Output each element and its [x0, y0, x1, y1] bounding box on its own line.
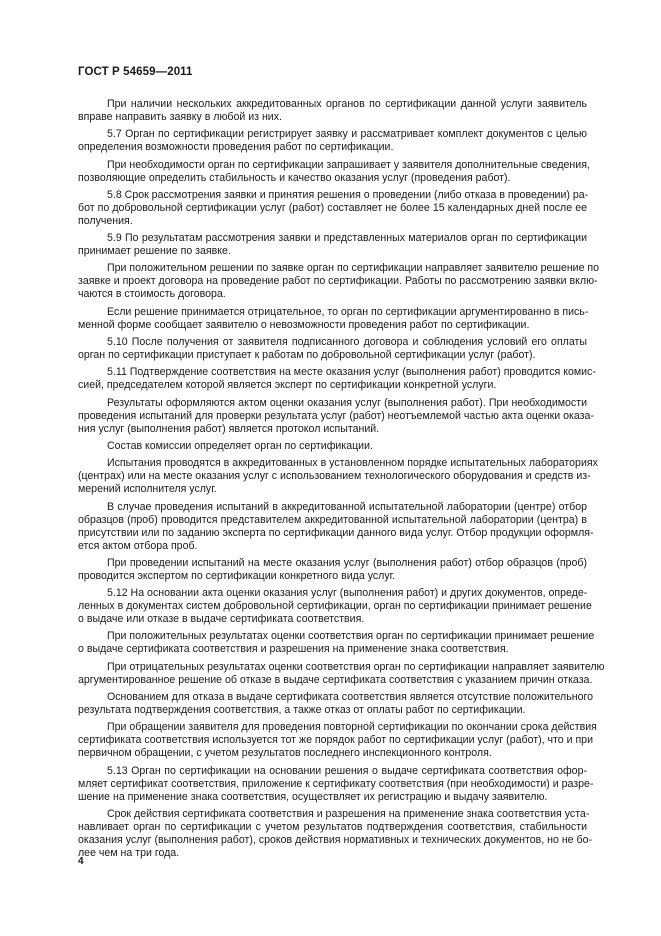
text-line: Результаты оформляются актом оценки оказания услуг (выполнения работ). При необходимости: [107, 396, 587, 409]
text-line: о выдаче или отказе в выдаче сертификата соответствия.: [78, 613, 365, 626]
page-number: 4: [78, 856, 84, 867]
text-line: вправе направить заявку в любой из них.: [78, 111, 282, 123]
text-line: 5.12 На основании акта оценки оказания услуг (выполнения работ) и других документов, опреде-: [107, 587, 588, 600]
paragraph: [78, 457, 598, 496]
text-line: Состав комиссии определяет орган по сертификации.: [107, 439, 373, 452]
paragraph: [78, 366, 596, 392]
paragraph: [78, 396, 594, 436]
document-header: ГОСТ Р 54659—2011: [78, 66, 193, 78]
text-line: навливает орган по сертификации с учетом результатов подтверждения соответствия, стабильности: [78, 820, 587, 833]
text-line: образцов (проб) проводится представителем аккредитованной испытательной лаборатории (центра) в: [78, 513, 587, 526]
paragraph: [78, 557, 587, 583]
paragraph: [78, 262, 600, 301]
text-line: лее чем на три года.: [78, 846, 180, 859]
text-line: При необходимости орган по сертификации запрашивает у заявителя дополнительные сведения,: [107, 158, 590, 171]
text-line: результата подтверждения соответствия, а также отказ от оплаты работ по сертификации.: [78, 704, 526, 717]
text-line: (центрах) или на месте оказания услуг с использованием технологического оборудования и средств из-: [78, 470, 591, 483]
paragraph: [78, 764, 594, 804]
text-line: При проведении испытаний на месте оказания услуг (выполнения работ) отбор образцов (проб): [107, 556, 587, 569]
text-line: 5.7 Орган по сертификации регистрирует заявку и рассматривает комплект документов с целью: [107, 128, 587, 141]
text-line: проведения испытаний для проверки результата услуг (работ) неотъемлемой частью акта оценки оказа-: [78, 409, 594, 422]
text-line: заявке и проект договора на проведение работ по сертификации. Работы по рассмотрению заявки вклю-: [78, 275, 598, 288]
text-line: шение на применение знака соответствия, осуществляет их регистрацию и выдачу заявителю.: [78, 790, 548, 803]
paragraph: [78, 306, 587, 332]
paragraph: [78, 630, 595, 656]
paragraph: [78, 660, 605, 687]
text-line: При отрицательных результатах оценки соответствия орган по сертификации направляет заявителю: [107, 660, 605, 673]
text-line: первичном обращении, с учетом результатов последнего инспекционного контроля.: [78, 747, 492, 760]
paragraph: [78, 587, 592, 626]
paragraph: [78, 721, 597, 760]
text-line: сертификата соответствия используется тот же порядок работ по сертификации услуг (работ), что и при: [78, 734, 593, 747]
paragraph: [78, 189, 587, 228]
text-line: мерений исполнителя услуг.: [78, 483, 217, 496]
text-line: определения возможности проведения работ по сертификации.: [78, 141, 394, 154]
text-line: проводится экспертом по сертификации конкретного вида услуг.: [78, 569, 396, 582]
text-line: ния услуг (выполнения работ) является протокол испытаний.: [78, 422, 380, 435]
text-line: менной форме сообщает заявителю о невозможности проведения работ по сертификации.: [78, 318, 530, 331]
text-line: ленных в документах систем добровольной сертификации, орган по сертификации принимает решение: [78, 600, 592, 613]
text-line: При положительном решении по заявке орган по сертификации направляет заявителю решение по: [107, 262, 600, 275]
text-line: бот по добровольной сертификации услуг (работ) составляет не более 15 календарных дней после ее: [78, 201, 587, 214]
text-line: чаются в стоимость договора.: [78, 288, 226, 301]
paragraph: [78, 807, 592, 860]
document-body: [78, 98, 605, 864]
text-line: 5.13 Орган по сертификации на основании решения о выдаче сертификата соответствия офор-: [107, 764, 587, 777]
paragraph: [78, 98, 587, 124]
text-line: 5.10 После получения от заявителя подписанного договора и соблюдения условий его оплаты: [107, 336, 587, 349]
paragraph: [78, 128, 587, 154]
text-line: о выдаче сертификата соответствия и разрешения на применение знака соответствия.: [78, 643, 509, 656]
paragraph: [78, 691, 594, 717]
text-line: Если решение принимается отрицательное, то орган по сертификации аргументированно в пись-: [107, 305, 589, 318]
text-line: сией, председателем которой является эксперт по сертификации конкретной услуги.: [78, 379, 497, 392]
text-line: позволяющие определить стабильность и качество оказания услуг (проведения работ).: [78, 171, 511, 184]
paragraph: [78, 158, 590, 185]
text-line: аргументированное решение об отказе в выдаче сертификата соответствия с указанием причин отказа.: [78, 673, 593, 686]
text-line: При обращении заявителя для проведения повторной сертификации по окончании срока действия: [107, 721, 597, 734]
text-line: Испытания проводятся в аккредитованных в установленном порядке испытательных лабораториях: [107, 457, 598, 470]
text-line: орган по сертификации приступает к работам по добровольной сертификации услуг (работ).: [78, 349, 536, 362]
text-line: 5.8 Срок рассмотрения заявки и принятия решения о проведении (либо отказа в проведении) ра-: [107, 188, 589, 201]
paragraph: [78, 500, 594, 553]
paragraph: [78, 336, 587, 362]
paragraph: [78, 440, 587, 453]
text-line: ется актом отбора проб.: [78, 539, 198, 552]
text-line: 5.11 Подтверждение соответствия на месте оказания услуг (выполнения работ) проводится комис-: [107, 366, 596, 379]
text-line: Срок действия сертификата соответствия и разрешения на применение знака соответствия уста-: [107, 807, 590, 820]
text-line: При наличии нескольких аккредитованных органов по сертификации данной услуги заявитель: [107, 98, 587, 110]
text-line: принимает решение по заявке.: [78, 245, 231, 258]
text-line: 5.9 По результатам рассмотрения заявки и представленных материалов орган по сертификации: [107, 232, 587, 245]
text-line: При положительных результатах оценки соответствия орган по сертификации принимает решение: [107, 630, 595, 643]
paragraph: [78, 232, 587, 258]
text-line: присутствии или по заданию эксперта по сертификации данного вида услуг. Отбор продукции оформля-: [78, 526, 594, 539]
text-line: Основанием для отказа в выдаче сертификата соответствия является отсутствие положительного: [107, 691, 594, 704]
text-line: оказания услуг (выполнения работ), сроков действия нормативных и технических документов, но не бо-: [78, 833, 592, 846]
text-line: получения.: [78, 214, 133, 227]
text-line: В случае проведения испытаний в аккредитованной испытательной лаборатории (центре) отбор: [107, 500, 587, 513]
text-line: мляет сертификат соответствия, приложение к сертификату соответствия (при необходимости) и разре-: [78, 777, 594, 790]
